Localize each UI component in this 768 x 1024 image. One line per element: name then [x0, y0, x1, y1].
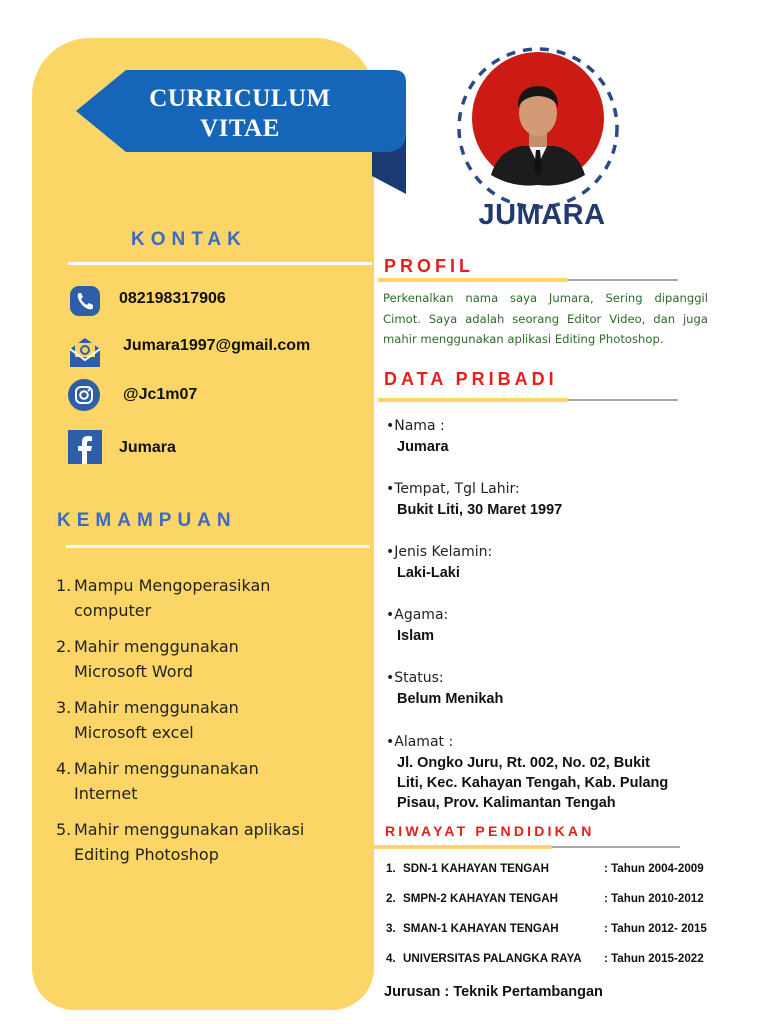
email-icon — [66, 333, 104, 371]
personal-field-religion — [386, 606, 716, 646]
contact-heading: KONTAK — [131, 229, 247, 250]
education-number: 2. — [386, 892, 396, 905]
field-value: Islam — [397, 628, 435, 644]
personal-field-address — [386, 733, 716, 813]
field-label: •Status: — [386, 670, 444, 686]
profile-heading: PROFIL — [384, 256, 474, 276]
skill-number: 4. — [56, 759, 72, 778]
education-divider — [372, 845, 680, 849]
field-value: Laki-Laki — [397, 565, 460, 581]
list-item — [56, 634, 356, 684]
personal-field-birth — [386, 480, 716, 520]
personal-field-status — [386, 669, 716, 709]
education-year: : Tahun 2015-2022 — [604, 952, 704, 965]
cv-title: CURRICULUM VITAE — [149, 85, 331, 142]
education-heading: RIWAYAT PENDIDIKAN — [385, 823, 595, 839]
skill-text: Mahir menggunakan Microsoft Word — [74, 637, 239, 681]
education-year: : Tahun 2012- 2015 — [604, 922, 707, 935]
field-label: •Nama : — [386, 418, 445, 434]
instagram-icon — [67, 378, 101, 412]
education-school: SDN-1 KAHAYAN TENGAH — [403, 862, 550, 875]
skill-number: 1. — [56, 576, 72, 595]
list-item — [56, 817, 356, 867]
education-major: Jurusan : Teknik Pertambangan — [384, 984, 603, 1000]
field-label: •Agama: — [386, 607, 449, 623]
field-value: Bukit Liti, 30 Maret 1997 — [397, 502, 563, 518]
education-year: : Tahun 2010-2012 — [604, 892, 704, 905]
field-value: Belum Menikah — [397, 691, 504, 707]
profile-divider — [378, 278, 678, 282]
field-value: Jumara — [397, 439, 449, 455]
phone-icon — [68, 284, 102, 318]
skills-heading: KEMAMPUAN — [57, 510, 237, 531]
profile-photo — [453, 43, 623, 213]
education-number: 3. — [386, 922, 396, 935]
education-school: SMAN-1 KAHAYAN TENGAH — [403, 922, 559, 935]
phone-number: 082198317906 — [119, 290, 226, 307]
list-item — [56, 695, 356, 745]
skill-text: Mahir menggunakan Microsoft excel — [74, 698, 239, 742]
email-address: Jumara1997@gmail.com — [123, 337, 311, 354]
education-year: : Tahun 2004-2009 — [604, 862, 704, 875]
profile-text: Perkenalkan nama saya Jumara, Sering dipanggil Cimot. Saya adalah seorang Editor Video, dan juga mahir menggunakan aplikasi Editing Photoshop. — [383, 291, 708, 346]
skill-number: 5. — [56, 820, 72, 839]
education-number: 1. — [386, 862, 396, 875]
education-school: UNIVERSITAS PALANGKA RAYA — [403, 952, 582, 965]
skill-text: Mahir menggunanakan Internet — [74, 759, 259, 803]
skill-text: Mahir menggunakan aplikasi Editing Photoshop — [74, 820, 305, 864]
field-label: •Tempat, Tgl Lahir: — [386, 481, 520, 497]
skills-list — [56, 573, 356, 878]
list-item — [56, 756, 356, 806]
field-value: Jl. Ongko Juru, Rt. 002, No. 02, Bukit Liti, Kec. Kahayan Tengah, Kab. Pulang Pisau, Prov. Kalimantan Tengah — [397, 755, 669, 811]
personal-data-heading: DATA PRIBADI — [384, 369, 558, 389]
skills-divider — [66, 545, 370, 548]
education-school: SMPN-2 KAHAYAN TENGAH — [403, 892, 559, 905]
education-number: 4. — [386, 952, 396, 965]
contact-divider — [68, 262, 372, 265]
field-label: •Alamat : — [386, 734, 454, 750]
facebook-name: Jumara — [119, 439, 176, 456]
skill-number: 2. — [56, 637, 72, 656]
personal-field-name — [386, 417, 716, 457]
skill-text: Mampu Mengoperasikan computer — [74, 576, 271, 620]
instagram-handle: @Jc1m07 — [123, 386, 198, 403]
facebook-icon — [68, 430, 102, 464]
list-item — [56, 573, 356, 623]
person-name: JUMARA — [478, 199, 606, 231]
personal-field-gender — [386, 543, 716, 583]
skill-number: 3. — [56, 698, 72, 717]
field-label: •Jenis Kelamin: — [386, 544, 493, 560]
personal-data-divider — [378, 398, 678, 402]
